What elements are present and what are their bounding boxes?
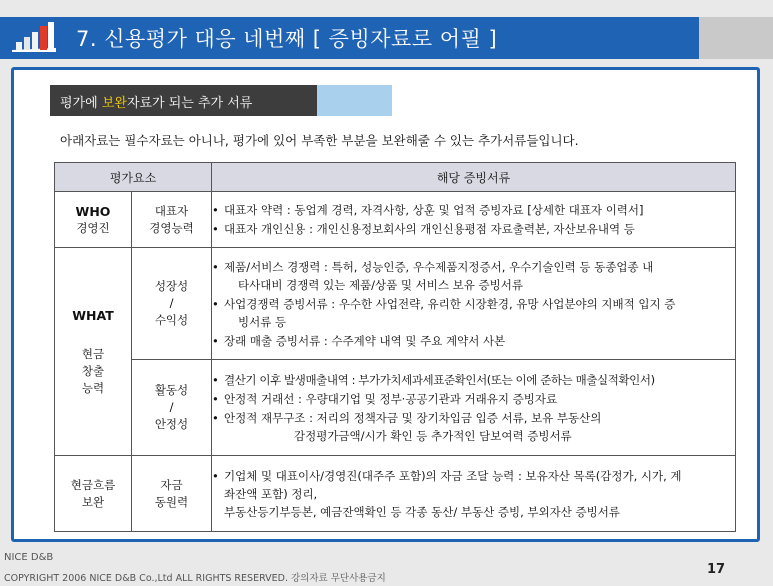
section-header-highlight: 보완: [101, 96, 127, 111]
sub-growth-line2: /: [169, 296, 174, 310]
doc-line: 사업경쟁력 증빙서류 : 우수한 사업전략, 유리한 시장환경, 유망 사업분야의 지배적 입지 증: [224, 296, 676, 311]
section-header-label: [60, 92, 252, 111]
list-item: • 대표자 약력 : 동업계 경력, 자격사항, 상훈 및 업적 증빙자료 [상세한 대표자 이력서]: [212, 201, 735, 219]
title-bar: [0, 17, 773, 59]
category-who-subtitle: 경영진: [76, 220, 110, 235]
doc-line: 빙서류 등: [238, 314, 287, 329]
doc-line: 부동산등기부등본, 예금잔액확인 등 각종 동산/ 부동산 증빙, 부외자산 증빙서류: [224, 504, 620, 519]
category-what-title: WHAT: [72, 307, 114, 323]
section-header-prefix: 평가에: [60, 96, 102, 111]
page-number: 17: [707, 562, 726, 577]
table-header-row: [55, 163, 736, 192]
slide-title: 7. 신용평가 대응 네번째 [ 증빙자료로 어필 ]: [76, 27, 498, 51]
category-who: [55, 192, 132, 248]
list-item: [212, 409, 735, 445]
category-cashflow: [55, 456, 132, 532]
docs-growth: [212, 248, 736, 360]
doc-line: 타사대비 경쟁력 있는 제품/상품 및 서비스 보유 증빙서류: [238, 277, 523, 292]
list-item: • 결산기 이후 발생매출내역 : 부가가치세과세표준확인서(또는 이에 준하는 매출실적확인서): [212, 371, 735, 389]
doc-line: 제품/서비스 경쟁력 : 특허, 성능인증, 우수제품지정증서, 우수기술인력 등 동종업종 내: [224, 259, 654, 274]
category-cashflow-line2: 보완: [81, 494, 105, 509]
sub-growth-line1: 성장성: [154, 279, 189, 293]
docs-who: [212, 192, 736, 248]
category-cashflow-line1: 현금흐름: [70, 477, 116, 492]
category-what-line4: 능력: [81, 380, 105, 395]
doc-line: 안정적 재무구조 : 저리의 정책자금 및 장기차입금 입증 서류, 보유 부동산의: [224, 410, 602, 425]
footer-copyright: COPYRIGHT 2006 NICE D&B Co.,Ltd ALL RIGHTS RESERVED. 강의자료 무단사용금지: [4, 573, 386, 584]
docs-activity: [212, 360, 736, 456]
sub-activity-line2: /: [169, 400, 174, 414]
footer-brand: NICE D&B: [4, 552, 54, 563]
list-item: • 장래 매출 증빙서류 : 수주계약 내역 및 주요 계약서 사본: [212, 332, 735, 350]
sub-funding-line1: 자금: [160, 477, 183, 492]
table-row: [55, 456, 736, 532]
category-what: [55, 248, 132, 456]
list-item: • 대표자 개인신용 : 개인신용정보회사의 개인신용평점 자료출력본, 자산보유내역 등: [212, 220, 735, 238]
bar-chart-logo-icon: [12, 22, 56, 52]
evidence-table: [54, 162, 736, 532]
doc-line: 좌잔액 포함) 정리,: [224, 486, 318, 501]
sub-activity-line1: 활동성: [154, 383, 189, 397]
sub-activity-stability: [132, 360, 212, 456]
sub-ceo-capability: [132, 192, 212, 248]
header-evidence-docs: 해당 증빙서류: [212, 163, 736, 192]
sub-ceo-line1: 대표자: [154, 203, 189, 218]
sub-activity-line3: 안정성: [154, 417, 189, 431]
header-evaluation-factor: 평가요소: [55, 163, 212, 192]
section-header-suffix: 자료가 되는 추가 서류: [126, 96, 253, 111]
sub-funding-line2: 동원력: [154, 494, 189, 509]
list-item: • 안정적 거래선 : 우량대기업 및 정부·공공기관과 거래유지 증빙자료: [212, 390, 735, 408]
list-item: [212, 295, 735, 331]
intro-text: 아래자료는 필수자료는 아니나, 평가에 있어 부족한 부분을 보완해줄 수 있는 추가서류들입니다.: [60, 133, 579, 148]
title-bar-accent: [699, 17, 773, 59]
table-row: [55, 360, 736, 456]
doc-line: 감정평가금액/시가 확인 등 추가적인 담보여력 증빙서류: [294, 428, 572, 443]
sub-growth-line3: 수익성: [154, 313, 189, 327]
doc-line: 기업체 및 대표이사/경영진(대주주 포함)의 자금 조달 능력 : 보유자산 목록(감정가, 시가, 계: [224, 468, 682, 483]
list-item: [212, 258, 735, 294]
docs-cashflow: [212, 456, 736, 532]
sub-growth-profitability: [132, 248, 212, 360]
category-who-title: WHO: [75, 203, 111, 219]
table-row: [55, 192, 736, 248]
list-item: [212, 467, 735, 521]
table-row: [55, 248, 736, 360]
section-header: [50, 85, 392, 116]
sub-funding-capacity: [132, 456, 212, 532]
category-what-line3: 창출: [81, 363, 105, 378]
category-what-line2: 현금: [81, 346, 105, 361]
sub-ceo-line2: 경영능력: [149, 220, 194, 235]
